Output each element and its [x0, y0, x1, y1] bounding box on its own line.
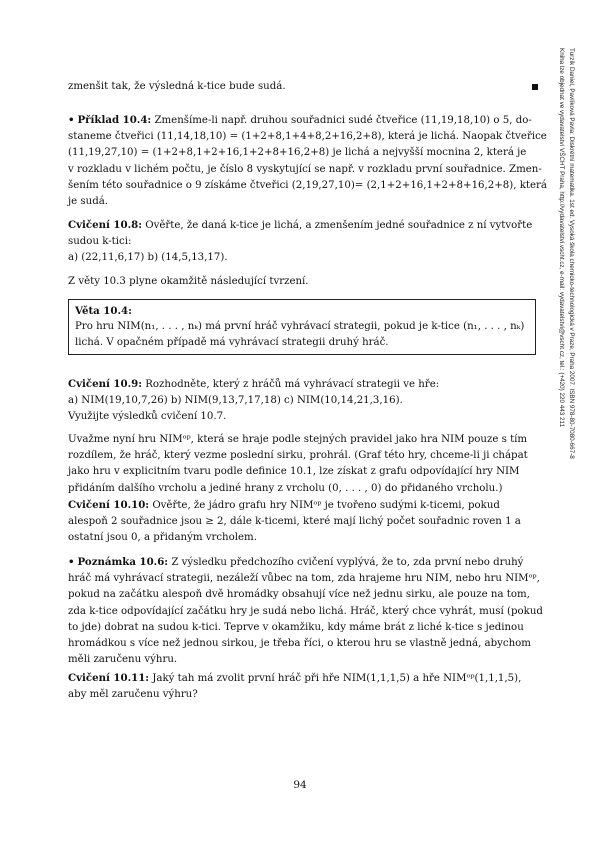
text-line: Ověřte, že jádro grafu hry NIMᵒᵖ je tvořeno sudými k-ticemi, pokud: [152, 500, 500, 511]
theorem-heading: Věta 10.4:: [75, 305, 132, 317]
note-10-6: [68, 554, 543, 668]
example-heading: Příklad 10.4:: [77, 114, 152, 126]
bullet-icon: •: [68, 556, 75, 568]
exercise-10-10: [68, 497, 538, 547]
bullet-icon: •: [68, 114, 75, 126]
continuation-text: [68, 79, 538, 95]
text-line: hráč má vyhrávací strategii, nezáleží vůbec na tom, zda hrajeme hru NIM, nebo hru NIMᵒᵖ,: [68, 573, 540, 585]
text-line: jako hru v explicitním tvaru podle definice 10.1, lze získat z grafu odpovídající hry NIM: [68, 466, 520, 478]
text-line: sudou k-tici:: [68, 236, 132, 248]
text-line: lichá. V opačném případě má vyhrávací strategii druhý hráč.: [75, 337, 389, 348]
text-line: ostatní jsou 0, a přidaným vrcholem.: [68, 532, 257, 544]
text-line: alespoň 2 souřadnice jsou ≥ 2, dále k-ticemi, které mají lichý počet souřadnic roven 1 a: [68, 516, 521, 528]
text-line: Jaký tah má zvolit první hráč při hře NIM(1,1,1,5) a hře NIMᵒᵖ(1,1,1,5),: [152, 673, 522, 684]
side-note-line-2: Kniha lze objednat ve vydavatelství VŠCHT Praha, http://vydavatelstvi.vscht.cz, e-mail: vydavatelstvi@vscht.cz, tel.: (+420) 220 443 211: [558, 48, 565, 428]
text-line: v rozkladu v lichém počtu, je číslo 8 vyskytující se např. v rozkladu první souřadnice. Zmen-: [68, 163, 542, 175]
qed-square-icon: [532, 84, 538, 90]
exercise-heading: Cvičení 10.9:: [68, 378, 142, 390]
exercise-10-11: [68, 670, 538, 703]
page-number: 94: [293, 779, 307, 791]
text-line: hromádkou s více než jednou sirkou, je třeba říci, o kterou hru se vlastně jedná, abychom: [68, 638, 531, 650]
text-line: to jde) dobrat na sudou k-tici. Teprve v okamžiku, kdy máme brát z liché k-tice s jedinou: [68, 621, 524, 633]
text-line: rozdílem, že hráč, který vezme poslední sirku, prohrál. (Graf této hry, chceme-li ji chápat: [68, 450, 528, 462]
theorem-10-4-box: [68, 299, 536, 355]
text-line: Uvažme nyní hru NIMᵒᵖ, která se hraje podle stejných pravidel jako hra NIM pouze s tím: [68, 434, 528, 445]
text-line: Rozhodněte, který z hráčů má vyhrávací strategii ve hře:: [145, 379, 440, 390]
text-line: Zmenšíme-li např. druhou souřadnici sudé čtveřice (11,19,18,10) o 5, do-: [154, 115, 532, 126]
text-line: aby měl zaručenu výhru?: [68, 689, 198, 701]
nimop-paragraph: [68, 432, 538, 497]
text-line: měli zaručenu výhru.: [68, 654, 178, 666]
exercise-heading: Cvičení 10.8:: [68, 219, 142, 231]
text-line: staneme čtveřici (11,14,18,10) = (1+2+8,1+4+8,2+16,2+8), která je lichá. Naopak čtveřice: [68, 131, 547, 143]
side-copyright-note: [552, 48, 600, 828]
text-line: a) (22,11,6,17) b) (14,5,13,17).: [68, 252, 228, 264]
side-note-line-1: Turzík Daniel, Pavlíková Pavla: Diskrétní matematika. 1st ed. Vysoká škola chemicko-technologická v Praze, Praha 2007. ISBN 978-80-7080-667-8: [568, 48, 575, 459]
text-line: Z výsledku předchozího cvičení vyplývá, že to, zda první nebo druhý: [171, 557, 524, 568]
text-line: (11,19,27,10) = (1+2+8,1+2+16,1+2+8+16,2+8) je lichá a nejvyšší mocnina 2, která je: [68, 147, 527, 159]
exercise-heading: Cvičení 10.11:: [68, 672, 150, 684]
exercise-10-8: [68, 217, 538, 267]
text-line: šením této souřadnice o 9 získáme čtveřici (2,19,27,10)= (2,1+2+16,1+2+8+16,2+8), která: [68, 179, 547, 191]
text-line: Ověřte, že daná k-tice je lichá, a zmenšením jedné souřadnice z ní vytvořte: [145, 220, 533, 231]
text-line: zmenšit tak, že výsledná k-tice bude sudá.: [68, 81, 286, 92]
exercise-heading: Cvičení 10.10:: [68, 499, 150, 511]
text-line: Využijte výsledků cvičení 10.7.: [68, 411, 227, 423]
text-line: je sudá.: [68, 196, 109, 208]
text-line: zda k-tice odpovídající začátku hry je sudá nebo lichá. Hráč, který chce vyhrát, musí (pokud: [68, 605, 543, 617]
text-line: přidáním dalšího vrcholu a jediné hrany z vrcholu (0, . . . , 0) do přidaného vrcholu.): [68, 482, 503, 494]
note-heading: Poznámka 10.6:: [77, 556, 169, 568]
text-line: Pro hru NIM(n₁, . . . , nₖ) má první hráč vyhrávací strategii, pokud je k-tice (n₁, . . . , nₖ): [75, 321, 525, 332]
theorem-intro: [68, 274, 538, 290]
text-line: Z věty 10.3 plyne okamžitě následující tvrzení.: [68, 276, 309, 287]
example-10-4: [68, 112, 547, 210]
exercise-10-9: [68, 376, 538, 426]
text-line: a) NIM(19,10,7,26) b) NIM(9,13,7,17,18) c) NIM(10,14,21,3,16).: [68, 395, 403, 407]
text-line: pokud na začátku alespoň dvě hromádky obsahují více než jednu sirku, ale pouze na tom,: [68, 589, 530, 601]
